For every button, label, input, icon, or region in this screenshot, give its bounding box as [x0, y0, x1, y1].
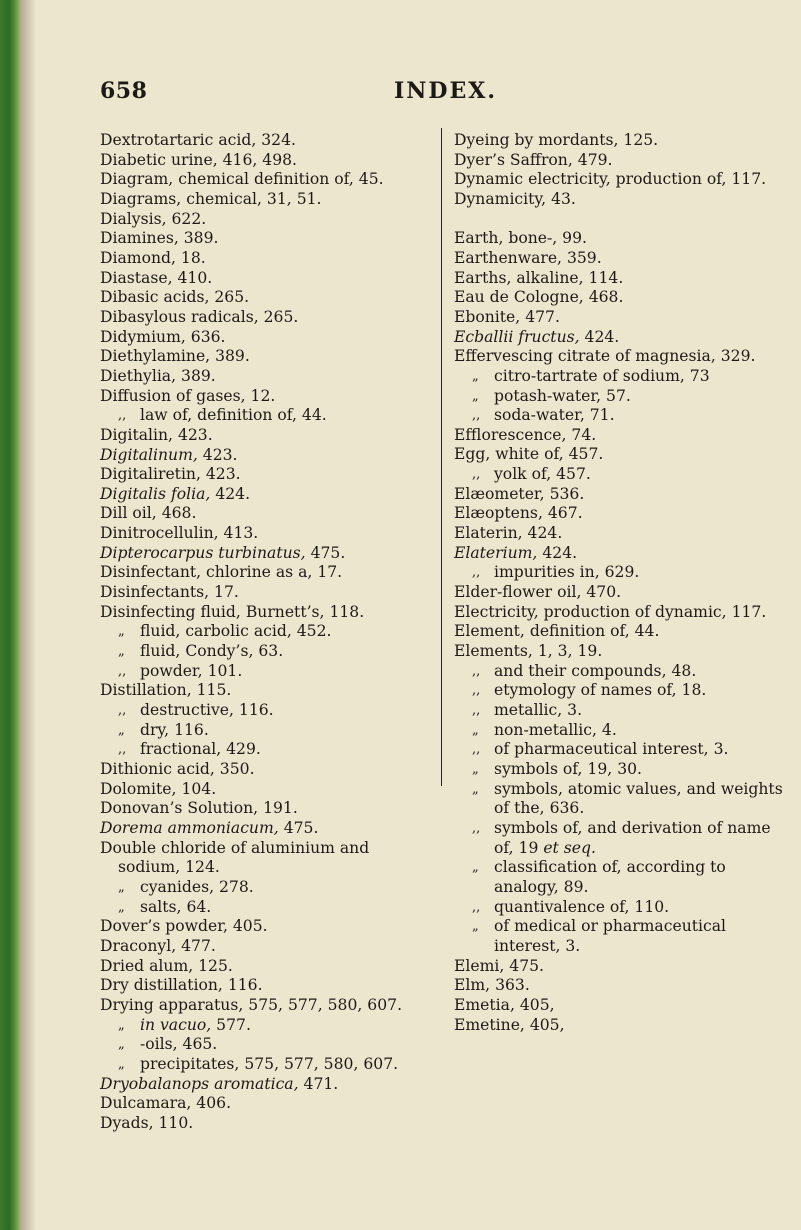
index-entry	[100, 937, 436, 957]
entry-text: Elder-flower oil, 470.	[454, 583, 622, 602]
index-subentry	[454, 819, 784, 858]
index-entry	[100, 583, 436, 603]
ditto-mark: „	[472, 781, 479, 797]
entry-text: salts, 64.	[140, 897, 212, 916]
entry-text: symbols, atomic values, and weights of the, 636.	[494, 779, 783, 818]
index-subentry	[454, 465, 784, 485]
entry-text: Dill oil, 468.	[100, 504, 197, 523]
index-entry	[100, 367, 436, 387]
entry-text: Dover’s powder, 405.	[100, 917, 268, 936]
index-subentry	[454, 917, 784, 956]
index-entry	[454, 249, 784, 269]
index-subentry	[100, 662, 436, 682]
ditto-mark: „	[118, 899, 125, 915]
book-binding-edge	[0, 0, 20, 1230]
index-entry	[100, 328, 436, 348]
index-entry	[100, 996, 436, 1016]
entry-text: Diamond, 18.	[100, 248, 206, 267]
entry-text: Dialysis, 622.	[100, 209, 207, 228]
index-entry	[454, 151, 784, 171]
index-entry	[100, 780, 436, 800]
index-entry	[454, 426, 784, 446]
index-entry	[100, 387, 436, 407]
entry-text: Emetine, 405,	[454, 1015, 565, 1034]
index-entry	[100, 229, 436, 249]
entry-text: 475.	[278, 818, 319, 837]
index-entry	[100, 347, 436, 367]
page-title: INDEX.	[394, 78, 497, 104]
entry-text: Donovan’s Solution, 191.	[100, 799, 298, 818]
entry-text: 423.	[197, 445, 238, 464]
index-subentry	[100, 642, 436, 662]
index-subentry	[100, 701, 436, 721]
ditto-mark: „	[472, 860, 479, 876]
entry-text: and their compounds, 48.	[494, 661, 697, 680]
index-entry	[454, 1016, 784, 1036]
ditto-mark: „	[118, 722, 125, 738]
index-entry	[100, 544, 436, 564]
entry-italic-term: Dryobalanops aromatica,	[100, 1074, 299, 1093]
section-gap	[454, 210, 784, 230]
ditto-mark: „	[472, 722, 479, 738]
entry-text: Elements, 1, 3, 19.	[454, 642, 603, 661]
index-subentry	[454, 681, 784, 701]
entry-text: Dried alum, 125.	[100, 956, 233, 975]
entry-text: soda-water, 71.	[494, 406, 615, 425]
index-entry	[454, 603, 784, 623]
index-entry	[454, 996, 784, 1016]
index-entry	[100, 957, 436, 977]
index-entry	[100, 249, 436, 269]
entry-text: Efflorescence, 74.	[454, 425, 597, 444]
index-subentry	[454, 387, 784, 407]
page-number: 658	[100, 78, 148, 104]
index-subentry	[100, 1035, 436, 1055]
index-entry	[454, 131, 784, 151]
entry-text: Drying apparatus, 575, 577, 580, 607.	[100, 995, 403, 1014]
index-subentry	[100, 406, 436, 426]
index-entry	[100, 465, 436, 485]
index-entry	[100, 446, 436, 466]
entry-text: 424.	[579, 327, 620, 346]
index-entry	[454, 347, 784, 367]
index-entry	[100, 269, 436, 289]
index-subentry	[100, 1016, 436, 1036]
index-entry	[100, 760, 436, 780]
index-subentry	[454, 898, 784, 918]
entry-text: Digitalin, 423.	[100, 425, 213, 444]
gutter-shadow	[20, 0, 36, 1230]
entry-text: Ebonite, 477.	[454, 307, 560, 326]
entry-text: Digitaliretin, 423.	[100, 465, 241, 484]
index-entry	[454, 976, 784, 996]
entry-text: etymology of names of, 18.	[494, 681, 707, 700]
entry-text: potash-water, 57.	[494, 386, 631, 405]
ditto-mark: „	[118, 644, 125, 660]
ditto-mark: ,,	[472, 467, 481, 483]
entry-text: fluid, carbolic acid, 452.	[140, 622, 332, 641]
entry-text: classification of, according to analogy, 89.	[494, 858, 726, 896]
entry-text: -oils, 465.	[140, 1035, 218, 1054]
ditto-mark: ,,	[118, 742, 127, 758]
entry-text: dry, 116.	[140, 720, 209, 739]
entry-text: Disinfecting fluid, Burnett’s, 118.	[100, 602, 365, 621]
index-subentry	[454, 701, 784, 721]
index-entry	[454, 190, 784, 210]
index-entry	[454, 229, 784, 249]
index-entry	[454, 524, 784, 544]
index-entry	[100, 1075, 436, 1095]
ditto-mark: ,,	[472, 820, 481, 836]
entry-text: Egg, white of, 457.	[454, 445, 604, 464]
index-entry	[100, 131, 436, 151]
entry-text: fluid, Condy’s, 63.	[140, 642, 284, 661]
entry-text: Elæometer, 536.	[454, 484, 585, 503]
entry-text: Effervescing citrate of magnesia, 329.	[454, 347, 756, 366]
entry-text: Dextrotartaric acid, 324.	[100, 131, 296, 149]
entry-text: cyanides, 278.	[140, 877, 254, 896]
entry-text: Diethylamine, 389.	[100, 347, 250, 366]
index-entry	[100, 563, 436, 583]
index-entry	[454, 583, 784, 603]
ditto-mark: ,,	[472, 742, 481, 758]
index-entry	[100, 210, 436, 230]
entry-text: Diffusion of gases, 12.	[100, 386, 276, 405]
entry-text: citro-tartrate of sodium, 73	[494, 366, 710, 385]
entry-text: Dinitrocellulin, 413.	[100, 524, 259, 543]
entry-italic-term: Ecballii fructus,	[454, 327, 580, 346]
ditto-mark: ,,	[118, 663, 127, 679]
index-entry	[100, 917, 436, 937]
entry-text: Dynamic electricity, production of, 117.	[454, 170, 767, 189]
entry-italic-term: Dorema ammoniacum,	[100, 818, 279, 837]
entry-text: fractional, 429.	[140, 740, 261, 759]
index-entry	[100, 426, 436, 446]
index-entry	[100, 976, 436, 996]
index-entry	[100, 1094, 436, 1114]
entry-text: Didymium, 636.	[100, 327, 226, 346]
index-subentry	[454, 780, 784, 819]
entry-text: Dyer’s Saffron, 479.	[454, 150, 613, 169]
index-entry	[454, 504, 784, 524]
entry-text: Diamines, 389.	[100, 229, 219, 248]
index-subentry	[100, 878, 436, 898]
index-column-left	[100, 131, 436, 1133]
entry-text: Diagrams, chemical, 31, 51.	[100, 189, 322, 208]
entry-italic-term: Digitalinum,	[100, 445, 198, 464]
index-subentry	[454, 740, 784, 760]
entry-text: metallic, 3.	[494, 701, 583, 720]
ditto-mark: „	[118, 1017, 125, 1033]
ditto-mark: ,,	[472, 683, 481, 699]
entry-text: Dulcamara, 406.	[100, 1094, 232, 1113]
entry-text: 475.	[305, 543, 346, 562]
index-entry	[454, 642, 784, 662]
ditto-mark: ,,	[472, 899, 481, 915]
entry-text: law of, definition of, 44.	[140, 406, 327, 425]
index-column-right	[454, 131, 784, 1035]
ditto-mark: ,,	[472, 565, 481, 581]
index-entry	[100, 799, 436, 819]
entry-text: Dithionic acid, 350.	[100, 760, 255, 778]
entry-text: non-metallic, 4.	[494, 720, 617, 739]
index-subentry	[454, 721, 784, 741]
entry-text: Disinfectant, chlorine as a, 17.	[100, 563, 343, 582]
entry-text: Elemi, 475.	[454, 956, 545, 975]
entry-text: Double chloride of aluminium and sodium, 124.	[100, 838, 370, 877]
index-entry	[454, 957, 784, 977]
index-entry	[454, 288, 784, 308]
index-entry	[100, 485, 436, 505]
entry-text: 471.	[298, 1074, 339, 1093]
ditto-mark: ,,	[472, 408, 481, 424]
index-entry	[100, 151, 436, 171]
entry-text: Distillation, 115.	[100, 681, 232, 700]
index-entry	[100, 190, 436, 210]
index-entry	[100, 170, 436, 190]
index-subentry	[454, 563, 784, 583]
ditto-mark: ,,	[118, 408, 127, 424]
index-subentry	[454, 367, 784, 387]
entry-text: impurities in, 629.	[494, 563, 640, 582]
index-entry	[100, 839, 436, 878]
index-entry	[454, 544, 784, 564]
entry-text: Dibasic acids, 265.	[100, 288, 250, 307]
index-subentry	[100, 721, 436, 741]
ditto-mark: ,,	[472, 703, 481, 719]
ditto-mark: „	[118, 879, 125, 895]
index-entry	[454, 269, 784, 289]
index-subentry	[454, 760, 784, 780]
ditto-mark: ,,	[118, 703, 127, 719]
entry-text: destructive, 116.	[140, 701, 274, 720]
index-entry	[100, 1114, 436, 1134]
index-entry	[100, 819, 436, 839]
entry-italic-term: Elaterium,	[454, 543, 538, 562]
entry-text: Dyads, 110.	[100, 1113, 194, 1132]
ditto-mark: „	[118, 1037, 125, 1053]
ditto-mark: „	[472, 368, 479, 384]
entry-text: Electricity, production of dynamic, 117.	[454, 602, 767, 621]
ditto-mark: „	[472, 919, 479, 935]
entry-text: Elm, 363.	[454, 976, 530, 995]
entry-text: Element, definition of, 44.	[454, 622, 660, 641]
entry-italic-term: Digitalis folia,	[100, 484, 211, 503]
ditto-mark: „	[472, 761, 479, 777]
ditto-mark: „	[472, 388, 479, 404]
index-entry	[454, 170, 784, 190]
index-entry	[454, 485, 784, 505]
entry-text: precipitates, 575, 577, 580, 607.	[140, 1054, 399, 1073]
index-entry	[454, 445, 784, 465]
index-subentry	[454, 406, 784, 426]
index-subentry	[454, 662, 784, 682]
ditto-mark: ,,	[472, 663, 481, 679]
entry-text: Diagram, chemical definition of, 45.	[100, 170, 384, 189]
index-entry	[454, 308, 784, 328]
entry-text: Earths, alkaline, 114.	[454, 268, 624, 287]
entry-italic-term: in vacuo,	[140, 1015, 212, 1034]
index-entry	[454, 622, 784, 642]
entry-text: Elaterin, 424.	[454, 524, 563, 543]
index-entry	[100, 288, 436, 308]
entry-text: Eau de Cologne, 468.	[454, 288, 624, 307]
entry-text: Emetia, 405,	[454, 995, 555, 1014]
entry-text: symbols of, 19, 30.	[494, 759, 642, 778]
entry-text: Diastase, 410.	[100, 268, 213, 287]
index-entry	[454, 328, 784, 348]
entry-text: 424.	[537, 543, 578, 562]
entry-text: 424.	[210, 484, 251, 503]
index-subentry	[100, 622, 436, 642]
ditto-mark: „	[118, 1056, 125, 1072]
entry-text: of medical or pharmaceutical interest, 3.	[494, 917, 727, 955]
entry-text: symbols of, and derivation of name of, 19	[494, 818, 771, 857]
index-entry	[100, 524, 436, 544]
entry-text: Dry distillation, 116.	[100, 976, 263, 995]
entry-italic-tail: et seq.	[543, 838, 596, 857]
entry-text: powder, 101.	[140, 661, 243, 680]
entry-italic-term: Dipterocarpus turbinatus,	[100, 543, 306, 562]
entry-text: Elæoptens, 467.	[454, 504, 583, 523]
entry-text: 577.	[211, 1015, 251, 1034]
entry-text: of pharmaceutical interest, 3.	[494, 740, 729, 759]
entry-text: Dolomite, 104.	[100, 779, 217, 798]
entry-text: Disinfectants, 17.	[100, 583, 239, 602]
entry-text: Dyeing by mordants, 125.	[454, 131, 659, 149]
entry-text: yolk of, 457.	[494, 465, 591, 484]
entry-text: Diabetic urine, 416, 498.	[100, 150, 298, 169]
entry-text: Draconyl, 477.	[100, 936, 216, 955]
index-entry	[100, 603, 436, 623]
index-entry	[100, 681, 436, 701]
ditto-mark: „	[118, 624, 125, 640]
index-entry	[100, 504, 436, 524]
entry-text: Diethylia, 389.	[100, 366, 216, 385]
entry-text: Dibasylous radicals, 265.	[100, 307, 299, 326]
entry-text: Dynamicity, 43.	[454, 189, 576, 208]
index-entry	[100, 308, 436, 328]
column-divider	[441, 128, 442, 786]
entry-text: quantivalence of, 110.	[494, 897, 670, 916]
entry-text: Earth, bone-, 99.	[454, 229, 587, 248]
index-subentry	[100, 898, 436, 918]
entry-text: Earthenware, 359.	[454, 248, 602, 267]
index-subentry	[454, 858, 784, 897]
index-subentry	[100, 740, 436, 760]
index-subentry	[100, 1055, 436, 1075]
